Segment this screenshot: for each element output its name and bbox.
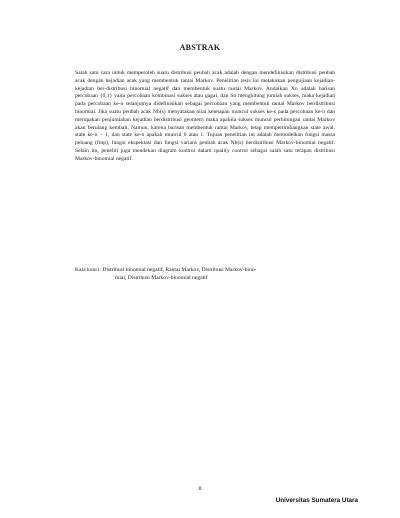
- abstract-body: Salah satu cara untuk memperoleh suatu distribusi peubah acak adalah dengan mendefinisikan distribusi peubah acak dengan kejadian acak yang membentuk rantai Markov. Penelitian tesis ini melakukan pengujiaan kejadian-kejadian ber-distribusi binomial negatif dan membentuk suatu rantai Markov. Andaikan Xn adalah barisan percobaan {0,1} yaitu percobaan kombinasi sukses atau gagal, dan Sn menghitung jumlah sukses, maka kejadian pada percobaan ke-n selanjutnya didefinisikan sebagai percobaan yang membentuk rantai Markov berdistribusi binomial. Jika suatu peubah acak Nb(s) menyatakan nilai ketetapan muncul sukses ke-s pada percobaan ke-n dan merupakan penjumlahan kejadian berdistribusi geometri maka apabila sukses muncul perhitungan rantai Markov akan berulang kembali. Namun, karena barisan membentuk rantai Markov, tetap mempertimbangkan state awal, state ke-n − 1, dan state ke-n apakah muncul 0 atau 1. Tujuan penelitian ini adalah memodelkan fungsi massa peluang (fmp), fungsi ekspektasi dan fungsi varians peubah acak Nb(s) berdistribusi Markov-binomial negatif. Selain itu, peneliti juga mendekan diagram kontrol dalam quality control sebagai salah satu terapan distribusi Markov-binomial negatif.: [75, 70, 335, 162]
- page-number: ii: [198, 486, 202, 492]
- abstract-title: ABSTRAK: [179, 43, 221, 52]
- footer-institution: Universitas Sumatera Utara: [275, 497, 358, 504]
- keywords-line-2: mial, Distribusi Markov-binomial negatif: [115, 274, 208, 281]
- keywords-line-1: Kata kunci: Distribusi binomial negatif, Rantai Markov, Distribusi Markov-bino-: [75, 267, 257, 273]
- keywords: [75, 267, 337, 283]
